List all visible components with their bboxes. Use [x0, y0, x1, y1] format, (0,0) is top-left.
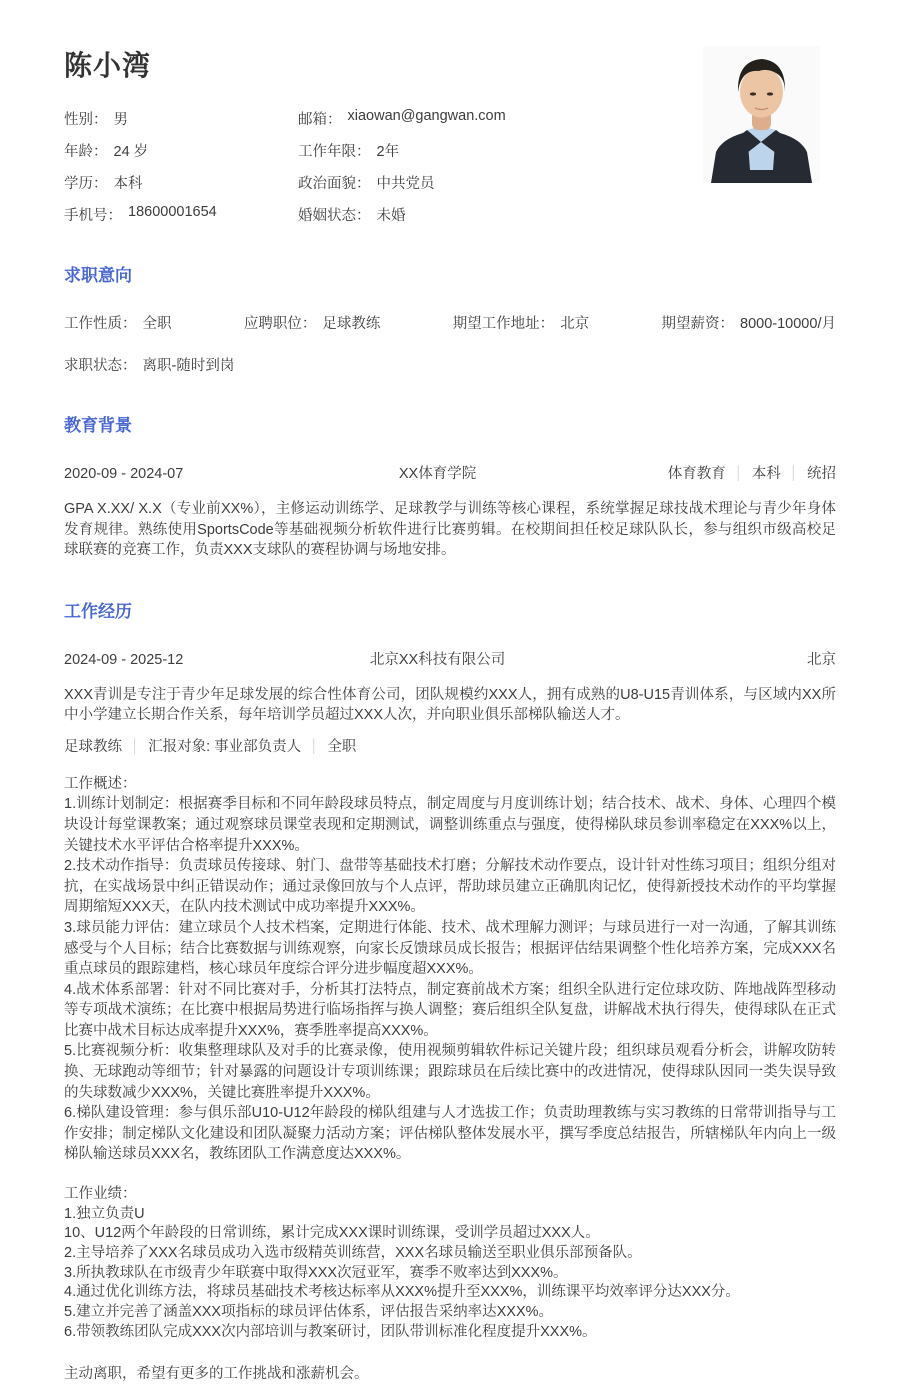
intent-status — [64, 354, 836, 375]
divider-bar: │ — [131, 737, 140, 753]
intent-salary — [662, 312, 836, 333]
education-period: 2020-09 - 2024-07 — [64, 466, 184, 482]
candidate-name: 陈小湾 — [64, 50, 152, 81]
info-political — [298, 172, 624, 193]
section-title-job-intent: 求职意向 — [64, 266, 132, 285]
portrait-illustration — [703, 46, 820, 183]
info-phone — [64, 204, 298, 225]
work-period: 2024-09 - 2025-12 — [64, 651, 184, 668]
education-head-row — [64, 462, 836, 483]
achievement-item: 6.带领教练团队完成XXX次内部培训与教案研讨，团队带训标准化程度提升XXX%。 — [64, 1323, 597, 1340]
basic-info-grid — [64, 108, 624, 225]
info-label: 学历： — [64, 176, 108, 192]
intent-position — [244, 312, 381, 333]
info-label: 邮箱： — [298, 112, 342, 128]
achievement-item: 5.建立并完善了涵盖XXX项指标的球员评估体系，评估报告采纳率达XXX%。 — [64, 1304, 554, 1321]
role-type: 全职 — [327, 738, 357, 755]
info-value: 2年 — [376, 144, 400, 160]
info-label: 工作年限： — [298, 144, 371, 160]
work-role-line — [64, 735, 836, 756]
intent-label: 期望工作地址： — [452, 316, 555, 332]
overview-item: 1.训练计划制定：根据赛季目标和不同年龄段球员特点，制定周度与月度训练计划；结合技术、战术、身体、心理四个模块设计每堂课教案；通过观察球员课堂表现和定期测试，调整训练重点与强度，使得梯队球员参训率稳定在XXX%以上，关键技术水平评估合格率提升XXX%。 — [64, 796, 836, 854]
intent-label: 期望薪资： — [661, 316, 735, 332]
education-major: 体育教育 — [667, 466, 726, 482]
leave-reason: 主动离职，希望有更多的工作挑战和涨薪机会。 — [64, 1365, 369, 1382]
section-education — [64, 411, 836, 561]
info-value: 18600001654 — [128, 204, 217, 220]
intent-value: 足球教练 — [322, 316, 381, 332]
divider-bar: │ — [789, 465, 798, 480]
info-value: 中共党员 — [376, 176, 435, 192]
info-value: 未婚 — [376, 208, 406, 224]
divider-bar: │ — [310, 737, 319, 753]
intent-label: 工作性质： — [64, 316, 137, 332]
overview-title: 工作概述： — [64, 775, 137, 792]
education-degree: 本科 — [751, 466, 781, 482]
section-title-work: 工作经历 — [64, 601, 132, 621]
overview-item: 5.比赛视频分析：收集整理球队及对手的比赛录像，使用视频剪辑软件标记关键片段；组织球员观看分析会，讲解攻防转换、无球跑动等细节；针对暴露的问题设计专项训练课；跟踪球员在后续比赛中的改进情况，使得球队因同一类失误导致的失球数减少XXX%，关键比赛胜率提升XXX%。 — [64, 1043, 836, 1101]
info-label: 政治面貌： — [298, 176, 371, 192]
role-title: 足球教练 — [64, 738, 122, 755]
overview-item: 4.战术体系部署：针对不同比赛对手，分析其打法特点，制定赛前战术方案；组织全队进行定位球攻防、阵地战阵型移动等专项战术演练；在比赛中根据局势进行临场指挥与换人调整；赛后组织全队复盘，讲解战术执行得失，使得球队在正式比赛中战术目标达成率提升XXX%，赛季胜率提高XXX%。 — [64, 981, 836, 1039]
achievement-item: 3.所执教球队在市级青少年联赛中取得XXX次冠亚军，赛季不败率达到XXX%。 — [64, 1264, 568, 1281]
info-label: 手机号： — [64, 208, 122, 224]
info-marital — [298, 204, 624, 225]
info-value: 24 岁 — [113, 144, 149, 160]
info-label: 性别： — [64, 112, 108, 128]
job-intent-row1 — [64, 312, 836, 333]
overview-item: 6.梯队建设管理：参与俱乐部U10-U12年龄段的梯队组建与人才选拔工作；负责助理教练与实习教练的日常带训指导与工作安排；制定梯队文化建设和团队凝聚力活动方案；评估梯队整体发展水平，撰写季度总结报告，所辖梯队年内向上一级梯队输送球员XXX名，教练团队工作满意度达XXX%。 — [64, 1105, 836, 1163]
company-intro: XXX青训是专注于青少年足球发展的综合性体育公司，团队规模约XXX人，拥有成熟的U8-U15青训体系，与区域内XX所中小学建立长期合作关系，每年培训学员超过XXX人次，并向职业俱乐部梯队输送人才。 — [64, 686, 836, 724]
education-tags — [562, 462, 836, 483]
intent-value: 8000-10000/月 — [740, 316, 836, 332]
intent-value: 全职 — [142, 316, 172, 332]
overview-item: 3.球员能力评估：建立球员个人技术档案，定期进行体能、技术、战术理解力测评；与球员进行一对一沟通，了解其训练感受与个人目标；结合比赛数据与训练观察，向家长反馈球员成长报告；根据评估结果调整个性化培养方案，完成XXX名重点球员的跟踪建档，核心球员年度综合评分进步幅度超XXX%。 — [64, 919, 836, 978]
work-head-row — [64, 648, 836, 669]
achievement-item: 2.主导培养了XXX名球员成功入选市级精英训练营，XXX名球员输送至职业俱乐部预备队。 — [64, 1245, 642, 1262]
intent-value: 北京 — [560, 316, 590, 332]
info-label: 婚姻状态： — [298, 208, 371, 224]
info-years — [298, 140, 624, 161]
divider-bar: │ — [734, 465, 743, 480]
achievement-item: 4.通过优化训练方法，将球员基础技术考核达标率从XXX%提升至XXX%，训练课平均效率评分达XXX分。 — [64, 1284, 740, 1301]
education-description: GPA X.XX/ X.X（专业前XX%），主修运动训练学、足球教学与训练等核心课程，系统掌握足球技战术理论与青少年身体发育规律。熟练使用SportsCode等基础视频分析软件进行比赛剪辑。在校期间担任校足球队队长，参与组织市级高校足球联赛的竞赛工作，负责XXX支球队的赛程协调与场地安排。 — [64, 501, 836, 559]
info-degree — [64, 172, 298, 193]
intent-location — [453, 312, 590, 333]
info-label: 年龄： — [64, 144, 108, 160]
education-enrollment: 统招 — [807, 466, 836, 482]
role-report-to: 汇报对象: 事业部负责人 — [148, 738, 302, 755]
info-gender — [64, 108, 298, 129]
work-overview-list — [64, 794, 836, 1164]
info-value: 男 — [113, 112, 128, 128]
work-achievements — [64, 1185, 836, 1343]
info-value: xiaowan@gangwan.com — [347, 108, 506, 124]
overview-item: 2.技术动作指导：负责球员传接球、射门、盘带等基础技术打磨；分解技术动作要点，设计针对性练习项目；组织分组对抗，在实战场景中纠正错误动作；通过录像回放与个人点评，帮助球员建立正确肌肉记忆，使得新授技术动作的平均掌握周期缩短XXX天，在队内技术测试中成功率提升XXX%。 — [64, 858, 836, 916]
section-work — [64, 597, 836, 1383]
info-age — [64, 140, 298, 161]
achievement-item: 10、U12两个年龄段的日常训练，累计完成XXX课时训练课，受训学员超过XXX人。 — [64, 1225, 600, 1242]
info-value: 本科 — [113, 176, 143, 192]
intent-nature — [64, 312, 172, 333]
work-company: 北京XX科技有限公司 — [369, 651, 506, 668]
intent-label: 求职状态： — [64, 358, 137, 374]
section-title-education: 教育背景 — [64, 416, 132, 435]
id-photo — [703, 46, 820, 183]
section-job-intent — [64, 261, 836, 375]
work-city: 北京 — [807, 651, 836, 668]
achievements-title: 工作业绩： — [64, 1185, 137, 1202]
achievement-item: 1.独立负责U — [64, 1205, 145, 1222]
intent-value: 离职-随时到岗 — [142, 358, 235, 374]
intent-label: 应聘职位： — [243, 316, 317, 332]
education-school: XX体育学院 — [398, 466, 477, 482]
info-email — [298, 108, 624, 129]
